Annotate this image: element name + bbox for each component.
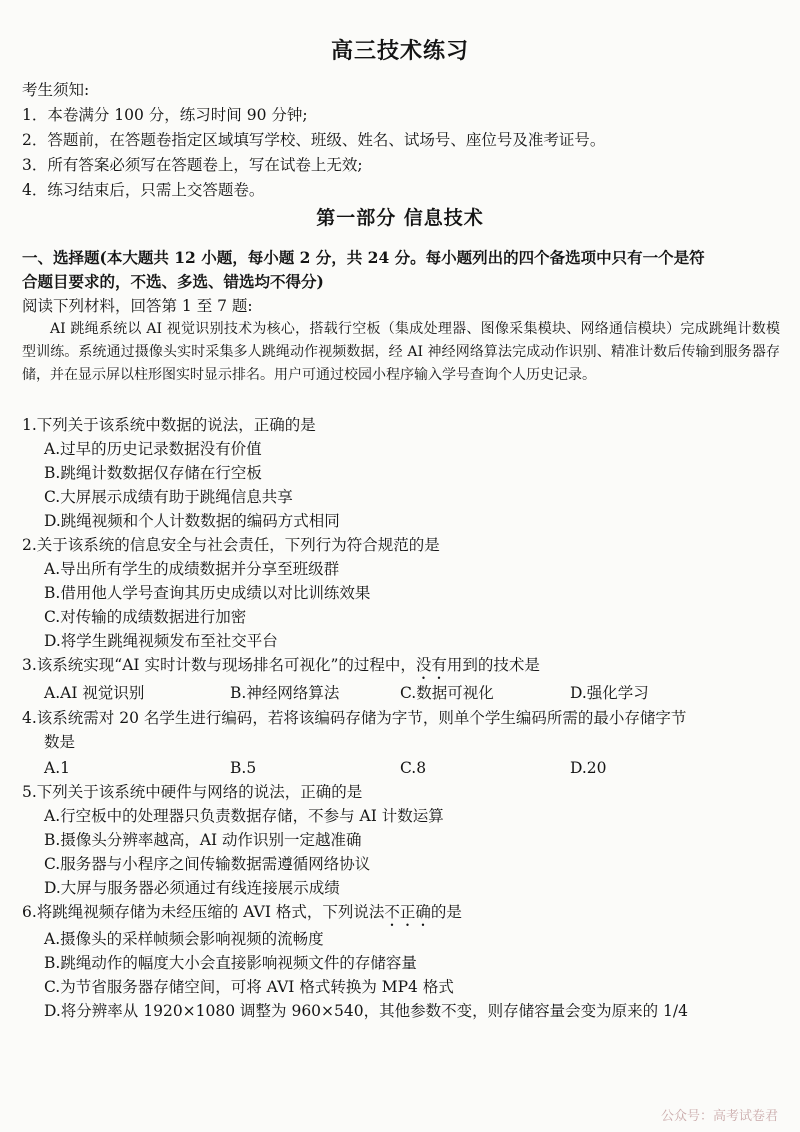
part-desc-cont: 合题目要求的，不选、多选、错选均不得分)	[22, 272, 324, 291]
page-title: 高三技术练习	[330, 38, 469, 64]
notice-item: 4．练习结束后，只需上交答题卷。	[22, 181, 265, 199]
option: C.服务器与小程序之间传输数据需遵循网络协议	[44, 855, 371, 873]
notice-item: 3．所有答案必须写在答题卷上，写在试卷上无效;	[22, 156, 363, 174]
stem-text: 6.将跳绳视频存储为未经压缩的 AVI 格式，下列说法	[22, 903, 385, 921]
question-stem: 4.该系统需对 20 名学生进行编码，若将该编码存储为字节，则单个学生编码所需的最小存储字节	[22, 709, 687, 727]
emphasis-text: 没有	[415, 656, 447, 674]
option: C.8	[400, 759, 427, 777]
option: C.大屏展示成绩有助于跳绳信息共享	[44, 488, 293, 506]
question-stem-cont: 数是	[44, 733, 76, 751]
part-desc: (本大题共 12 小题，每小题 2 分，共 24 分。每小题列出的四个备选项中只有一个是符	[99, 248, 705, 267]
reading-passage	[22, 318, 780, 387]
option: B.跳绳计数数据仅存储在行空板	[44, 464, 262, 482]
part-label: 一、选择题	[22, 248, 100, 267]
notice-item: 2．答题前，在答题卷指定区域填写学校、班级、姓名、试场号、座位号及准考证号。	[22, 131, 606, 149]
question-stem: 1.下列关于该系统中数据的说法，正确的是	[22, 416, 316, 434]
option: D.跳绳视频和个人计数数据的编码方式相同	[44, 512, 340, 530]
notice-heading: 考生须知:	[22, 81, 90, 99]
option: D.将学生跳绳视频发布至社交平台	[44, 632, 278, 650]
option: C.对传输的成绩数据进行加密	[44, 608, 247, 626]
stem-text: 3.该系统实现“AI 实时计数与现场排名可视化”的过程中，	[22, 656, 416, 674]
option: D.将分辨率从 1920×1080 调整为 960×540，其他参数不变，则存储容量会变为原来的 1/4	[44, 1002, 688, 1020]
option: B.跳绳动作的幅度大小会直接影响视频文件的存储容量	[44, 954, 417, 972]
part-heading	[22, 246, 705, 270]
option: D.强化学习	[570, 684, 649, 702]
option: A.摄像头的采样帧频会影响视频的流畅度	[44, 930, 324, 948]
option: D.20	[570, 759, 607, 777]
option: D.大屏与服务器必须通过有线连接展示成绩	[44, 879, 340, 897]
stem-text: 用到的技术是	[446, 656, 540, 674]
option: B.摄像头分辨率越高，AI 动作识别一定越准确	[44, 831, 362, 849]
section-title: 第一部分 信息技术	[316, 207, 484, 229]
watermark: 公众号：高考试卷君	[660, 1109, 778, 1124]
option: B.神经网络算法	[230, 684, 340, 702]
question-stem: 2.关于该系统的信息安全与社会责任，下列行为符合规范的是	[22, 536, 440, 554]
option: A.过早的历史记录数据没有价值	[44, 440, 262, 458]
option: B.借用他人学号查询其历史成绩以对比训练效果	[44, 584, 371, 602]
emphasis-text: 不正确	[384, 903, 431, 921]
option: C.数据可视化	[400, 684, 494, 702]
option: A.AI 视觉识别	[44, 684, 145, 702]
option: A.导出所有学生的成绩数据并分享至班级群	[44, 560, 340, 578]
option: C.为节省服务器存储空间，可将 AVI 格式转换为 MP4 格式	[44, 978, 454, 996]
question-stem	[22, 900, 462, 930]
option: B.5	[230, 759, 257, 777]
option: A.行空板中的处理器只负责数据存储，不参与 AI 计数运算	[44, 807, 444, 825]
question-stem: 5.下列关于该系统中硬件与网络的说法，正确的是	[22, 783, 363, 801]
passage-text: AI 跳绳系统以 AI 视觉识别技术为核心，搭载行空板（集成处理器、图像采集模块、网络通信模块）完成跳绳计数模型训练。系统通过摄像头实时采集多人跳绳动作视频数据，经 AI 神经网络算法完成动作识别、精准计数后传输到服务器存储，并在显示屏以柱形图实时显示排名。用户可通过校园小程序输入学号查询个人历史记录。	[22, 321, 780, 383]
notice-item: 1．本卷满分 100 分，练习时间 90 分钟;	[22, 106, 308, 124]
stem-text: 的是	[430, 903, 462, 921]
question-stem	[22, 653, 540, 683]
reading-intro: 阅读下列材料，回答第 1 至 7 题:	[22, 297, 253, 315]
option: A.1	[44, 759, 70, 777]
